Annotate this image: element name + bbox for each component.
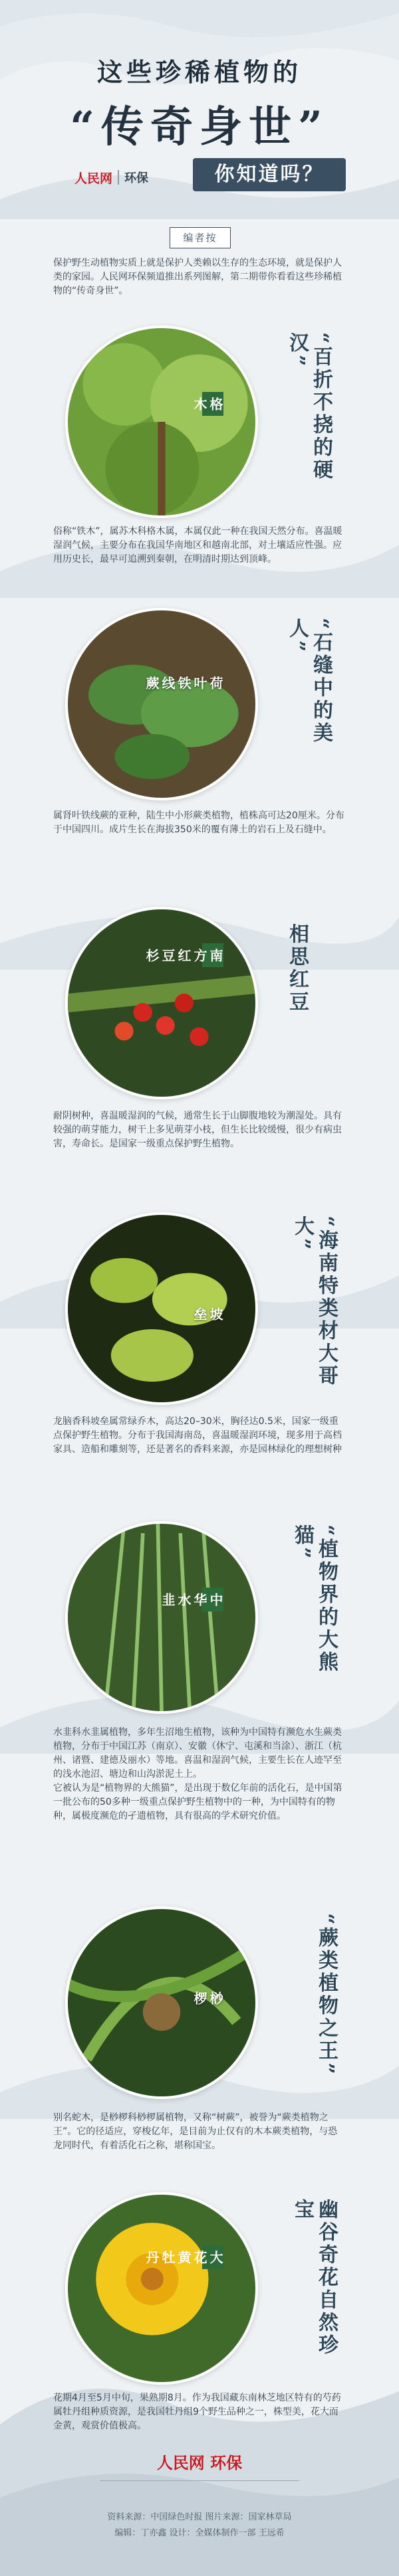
footer-divider xyxy=(100,2480,299,2481)
plant-name-shuijiu: 中华水韭 xyxy=(202,1588,223,1611)
plant-name-polei: 坡垒 xyxy=(192,1307,223,1321)
brand-logo xyxy=(74,166,148,189)
footer-logo xyxy=(0,2450,399,2473)
footer-sources: 资料来源：中国绿色时报 图片来源：国家林草局 xyxy=(107,2512,292,2522)
plant-photo-suoluo xyxy=(65,1906,258,2099)
plant-name-suoluo: 桫椤 xyxy=(192,1991,223,2005)
plant-photo-mudan xyxy=(65,2192,258,2385)
editor-note-tag: 编者按 xyxy=(170,227,231,248)
question-banner: 你知道吗？ xyxy=(193,158,346,191)
plant-photo-gemu xyxy=(65,325,258,518)
plant-desc-mudan: 花期4月至5月中旬，果熟期8月。作为我国藏东南林芝地区特有的芍药属牡丹组种质资源，是我国牡丹组9个野生品种之一，株型美，花大而金黄，观赏价值极高。 xyxy=(53,2393,341,2431)
plant-slogan-hongdoushan: 相思红豆 xyxy=(285,923,309,1014)
title-line-1: 这些珍稀植物的 xyxy=(96,57,302,87)
plant-name-heye: 荷叶铁线蕨 xyxy=(144,676,223,690)
plant-photo-heye xyxy=(65,608,258,800)
plant-desc-hongdoushan: 耐阴树种，喜温暖湿润的气候，通常生长于山脚腹地较为潮湿处。具有较强的萌芽能力，树干上多见萌芽小枝，但生长比较缓慢，很少有病虫害，寿命长。是国家一级重点保护野生植物。 xyxy=(53,1111,342,1149)
plant-slogan-suoluo: “蕨类植物之王” xyxy=(315,1913,338,2077)
plant-photo-hongdoushan xyxy=(65,907,258,1099)
footer-brand-channel: 环保 xyxy=(210,2453,243,2472)
plant-slogan-polei: “海南特类材大哥大” xyxy=(291,1216,338,1388)
brand-channel: 环保 xyxy=(124,171,149,185)
footer-staff: 编辑：丁亦鑫 设计：全媒体制作一部 王远希 xyxy=(114,2528,285,2538)
plant-photo-shuijiu xyxy=(65,1521,258,1714)
plant-name-hongdoushan: 南方红豆杉 xyxy=(202,943,223,967)
plant-desc-shuijiu: 水韭科水韭属植物，多年生沼地生植物，该种为中国特有濒危水生蕨类植物，分布于中国江苏（南京）、安徽（休宁、屯溪和当涂）、浙江（杭州、诸暨、建德及丽水）等地。喜温和湿润气候，主要生长在人迹罕至的浅水池沼、塘边和山沟淤泥土上。 它被认为是“植物界的大熊猫”，是出现于数亿年前的活化石，是中国第一批公布的50多种一级重点保护野生植物中的一种，为中国特有的物种，属极度濒危的孑遗植物，具有很高的学术研究价值。 xyxy=(53,1727,342,1821)
plant-slogan-heye: “石缝中的美人” xyxy=(285,618,332,745)
plant-name-gemu: 格木 xyxy=(202,392,223,416)
plant-slogan-gemu: “百折不挠的硬汉” xyxy=(285,332,332,482)
plant-desc-polei: 龙脑香科坡垒属常绿乔木，高达20–30米，胸径达0.5米，国家一级重点保护野生植物。分布于我国海南岛，喜温暖湿润环境，现多用于高档家具、造船和雕刻等，还是著名的香料来源，亦是园林绿化的理想树种 xyxy=(53,1416,342,1455)
plant-slogan-shuijiu: “植物界的大熊猫” xyxy=(291,1524,338,1675)
title-line-2: “传奇身世” xyxy=(70,102,329,152)
footer-brand-name: 人民网 xyxy=(156,2453,205,2472)
plant-photo-polei xyxy=(65,1212,258,1405)
header xyxy=(0,0,399,219)
brand-name: 人民网 xyxy=(74,171,113,186)
plant-desc-gemu: 俗称“铁木”，属苏木科格木属，本属仅此一种在我国天然分布。喜温暖湿润气候，主要分布在我国华南地区和越南北部，对土壤适应性强。应用历史长，最早可追溯到秦朝，在明清时期达到顶峰。 xyxy=(53,526,342,565)
plant-desc-heye: 属肾叶铁线蕨的亚种，陆生中小形蕨类植物，植株高可达20厘米。分布于中国四川。成片生长在海拔350米的覆有薄土的岩石上及石缝中。 xyxy=(53,810,344,835)
editor-note-text: 保护野生动植物实质上就是保护人类赖以生存的生态环境，就是保护人类的家园。人民网环保频道推出系列图解，第二期带你看看这些珍稀植物的“传奇身世”。 xyxy=(53,258,342,296)
footer xyxy=(0,2438,399,2576)
plant-slogan-mudan: 幽谷奇花自然珍宝 xyxy=(291,2199,338,2357)
plant-name-mudan: 大花黄牡丹 xyxy=(202,2245,223,2269)
plant-desc-suoluo: 别名蛇木，是桫椤科桫椤属植物，又称“树蕨”，被誉为“蕨类植物之王”。它的径适应，穿梭亿年，是目前为止仅有的木本蕨类植物，与恐龙同时代，有着活化石之称，堪称国宝。 xyxy=(53,2112,338,2151)
brand-divider xyxy=(118,170,119,185)
